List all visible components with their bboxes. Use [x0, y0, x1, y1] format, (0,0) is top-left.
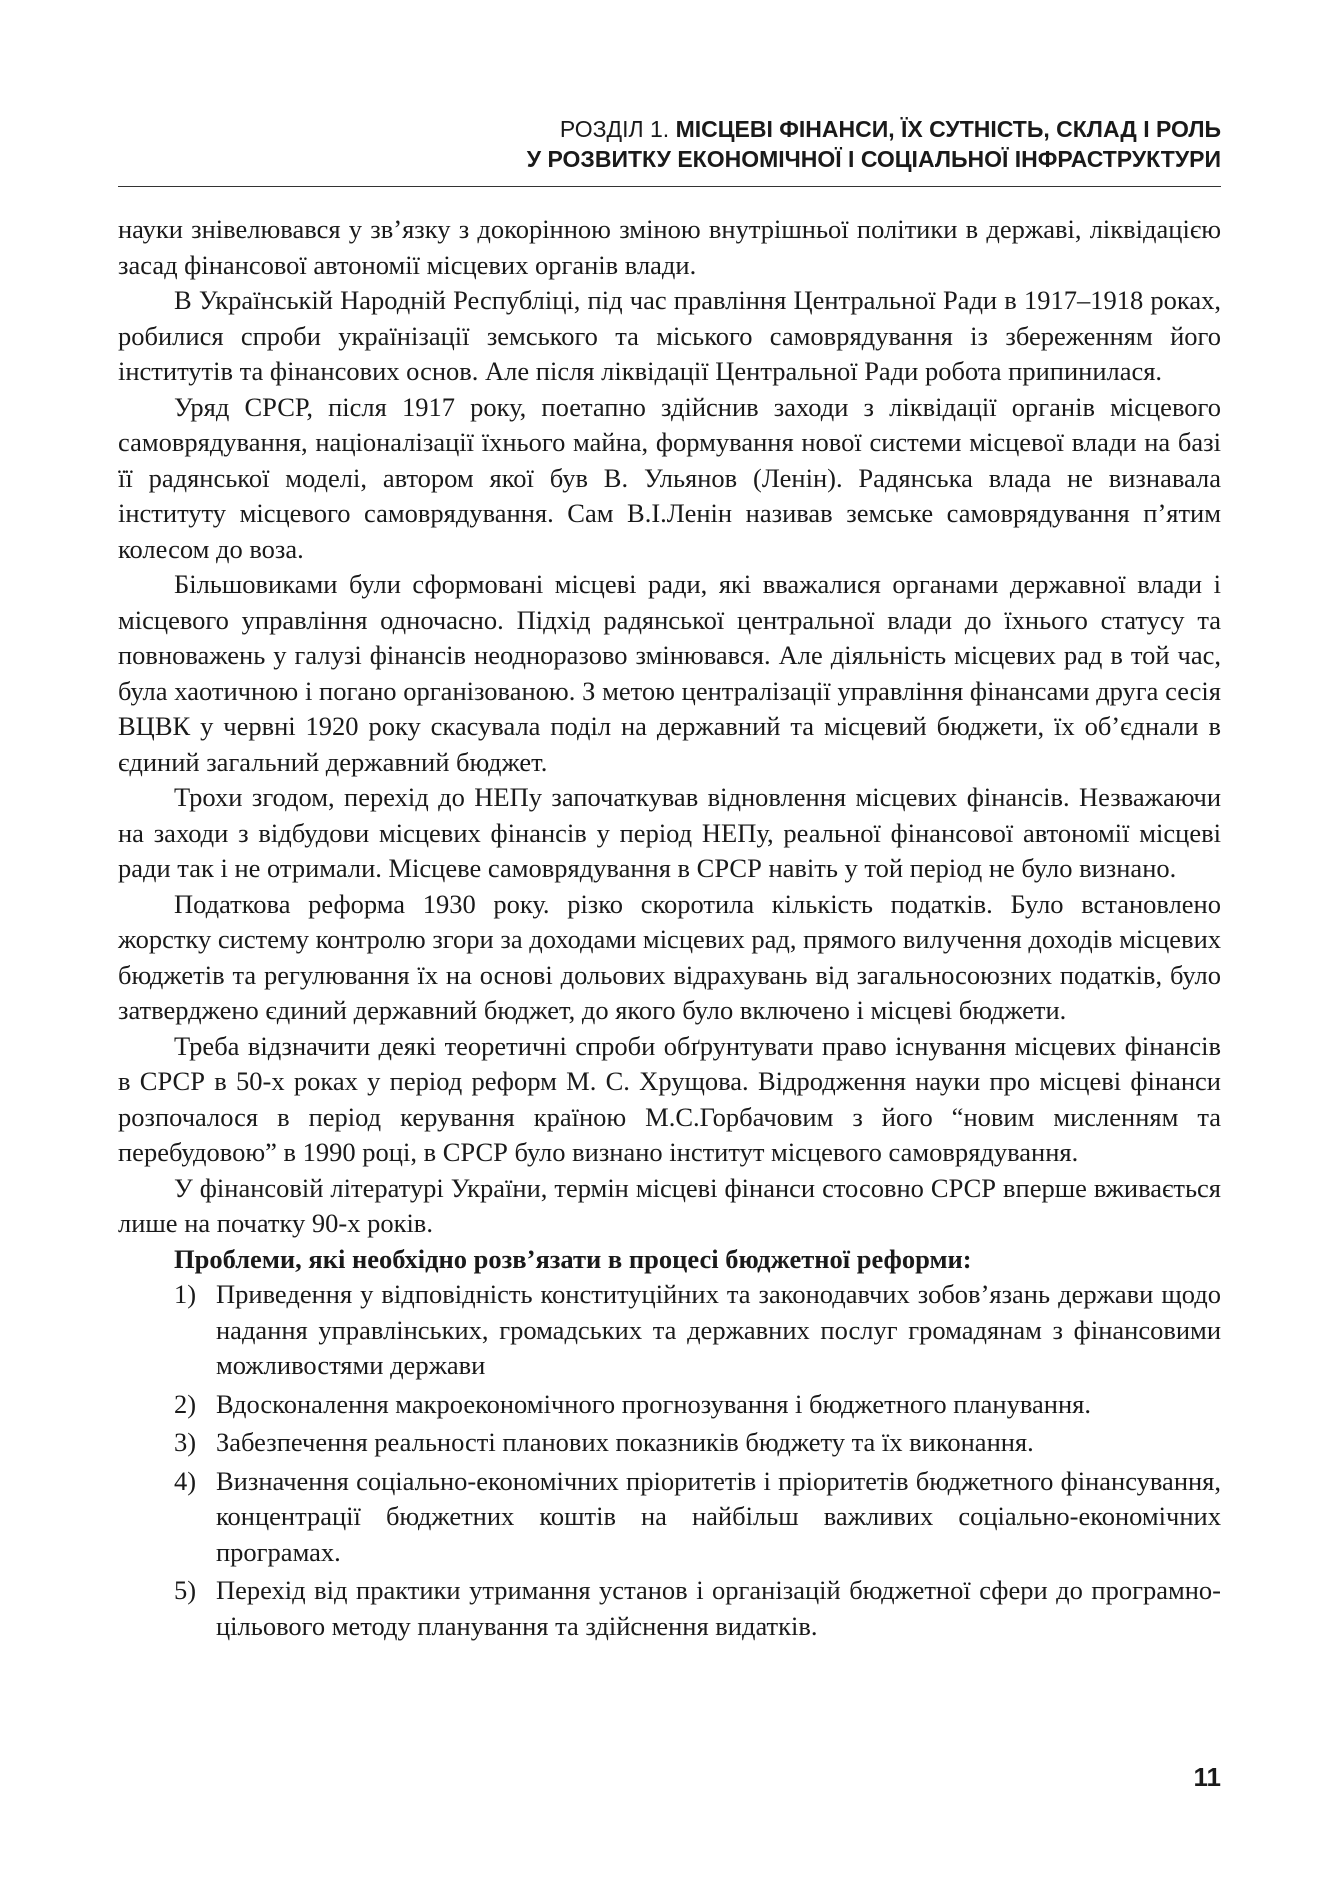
page-number: 11 [1193, 1762, 1221, 1792]
list-item [174, 1387, 1221, 1423]
paragraph: У фінансовій літературі України, термін місцеві фінанси стосовно СРСР вперше вживається лише на початку 90-х років. [118, 1172, 1221, 1238]
list-item-number: 3) [174, 1427, 197, 1457]
list-item [174, 1464, 1221, 1571]
list-item-number: 5) [174, 1575, 197, 1605]
list-item-text: Перехід від практики утримання установ і організацій бюджетної сфери до програмно-цільового методу планування та здійснення видатків. [216, 1575, 1221, 1641]
chapter-label: РОЗДІЛ 1. [559, 116, 676, 142]
list-item-number: 4) [174, 1465, 197, 1496]
paragraph: В Українській Народній Республіці, під час правління Центральної Ради в 1917–1918 роках, робилися спроби українізації земського та міського самоврядування із збереженням його інститутів та фінансових основ. Але після ліквідації Центральної Ради робота припинилася. [118, 285, 1221, 386]
chapter-title-line-2: У РОЗВИТКУ ЕКОНОМІЧНОЇ І СОЦІАЛЬНОЇ ІНФРАСТРУКТУРИ [526, 146, 1221, 172]
list-item [174, 1573, 1221, 1644]
paragraph: Податкова реформа 1930 року. різко скоротила кількість податків. Було встановлено жорстку систему контролю згори за доходами місцевих рад, прямого вилучення доходів місцевих бюджетів та регулювання їх на основі дольових відрахувань від загальносоюзних податків, було затверджено єдиний державний бюджет, до якого було включено і місцеві бюджети. [118, 888, 1221, 1025]
list-item-number: 1) [174, 1279, 197, 1309]
paragraph: Трохи згодом, перехід до НЕПу започаткував відновлення місцевих фінансів. Незважаючи на заходи з відбудови місцевих фінансів у період НЕПу, реальної фінансової автономії місцеві ради так і не отримали. Місцеве самоврядування в СРСР навіть у той період не було визнано. [118, 782, 1221, 883]
problems-list [118, 1277, 1221, 1644]
paragraph-continuation: науки знівелювався у зв’язку з докорінною зміною внутрішньої політики в державі, ліквідацією засад фінансової автономії місцевих органів влади. [118, 214, 1221, 280]
chapter-title-line-1: МІСЦЕВІ ФІНАНСИ, ЇХ СУТНІСТЬ, СКЛАД І РОЛЬ [675, 116, 1221, 142]
body-text [118, 212, 1221, 1647]
list-item-text: Приведення у відповідність конституційних та законодавчих зобов’язань держави щодо надання управлінських, громадських та державних послуг громадянам з фінансовими можливостями держави [216, 1279, 1221, 1380]
list-item [174, 1277, 1221, 1384]
running-header-line-1 [118, 114, 1221, 144]
list-item-number: 2) [174, 1388, 197, 1419]
list-item-text: Вдосконалення макроекономічного прогнозування і бюджетного планування. [216, 1388, 1091, 1419]
list-item-text: Визначення соціально-економічних пріоритетів і пріоритетів бюджетного фінансування, концентрації бюджетних коштів на найбільш важливих соціально-економічних програмах. [216, 1465, 1221, 1567]
paragraph: Треба відзначити деякі теоретичні спроби обґрунтувати право існування місцевих фінансів в СРСР в 50-х роках у період реформ М. С. Хрущова. Відродження науки про місцеві фінанси розпочалося в період керування країною М.С.Горбачовим з його “новим мисленням та перебудовою” в 1990 році, в СРСР було визнано інститут місцевого самоврядування. [118, 1030, 1221, 1167]
paragraph: Більшовиками були сформовані місцеві ради, які вважалися органами державної влади і місцевого управління одночасно. Підхід радянської центральної влади до їхнього статусу та повноважень у галузі фінансів неодноразово змінювався. Але діяльність місцевих рад в той час, була хаотичною і погано організованою. З метою централізації управління фінансами друга сесія ВЦВК у червні 1920 року скасувала поділ на державний та місцевий бюджети, їх об’єднали в єдиний загальний державний бюджет. [118, 569, 1221, 777]
list-item [174, 1425, 1221, 1461]
list-item-text: Забезпечення реальності планових показників бюджету та їх виконання. [216, 1427, 1034, 1457]
running-header [118, 114, 1221, 174]
header-rule [118, 186, 1221, 187]
problems-heading: Проблеми, які необхідно розв’язати в процесі бюджетної реформи: [174, 1243, 972, 1274]
paragraph: Уряд СРСР, після 1917 року, поетапно здійснив заходи з ліквідації органів місцевого самоврядування, націоналізації їхнього майна, формування нової системи місцевої влади на базі її радянської моделі, автором якої був В. Ульянов (Ленін). Радянська влада не визнавала інституту місцевого самоврядування. Сам В.І.Ленін називав земське самоврядування п’ятим колесом до воза. [118, 391, 1221, 564]
